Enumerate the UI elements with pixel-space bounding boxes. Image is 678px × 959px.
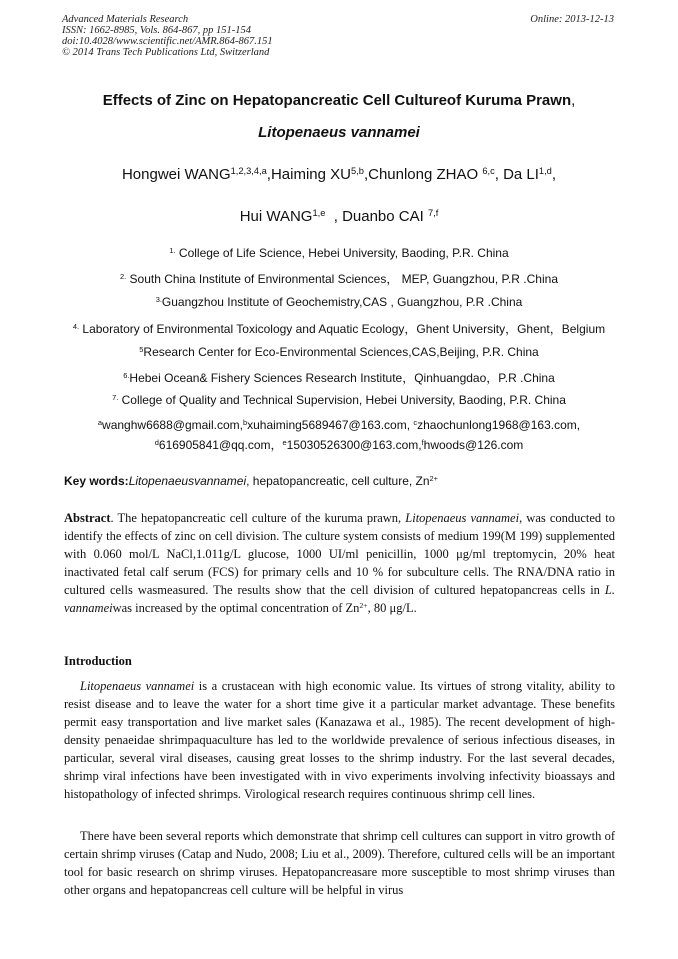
abstract-label: Abstract: [64, 511, 111, 525]
email-address[interactable]: wanghw6688@gmail.com,: [102, 418, 243, 432]
keyword-species: Litopenaeusvannamei: [128, 474, 247, 488]
running-header: [62, 14, 273, 58]
author-line-2: [0, 208, 678, 225]
journal-name: Advanced Materials Research: [62, 14, 189, 25]
affiliation: [0, 393, 678, 407]
author-sup: 6,c: [482, 165, 495, 176]
abstract: [64, 509, 615, 617]
affiliation-text: Guangzhou Institute of Geochemistry,CAS , Guangzhou, P.R .China: [161, 295, 523, 309]
abstract-species: Litopenaeus vannamei: [405, 511, 520, 525]
affiliation-text: College of Life Science, Hebei University, Baoding, P.R. China: [175, 246, 509, 260]
affiliation-text: Research Center for Eco-Environmental Sciences,CAS,Beijing, P.R. China: [143, 345, 539, 359]
keywords-text: , hepatopancreatic, cell culture, Zn: [246, 474, 430, 488]
online-date: Online: 2013-12-13: [530, 14, 614, 25]
keywords-label: Key words:: [64, 474, 129, 488]
author-sup: 1,2,3,4,a: [230, 165, 267, 176]
affiliation-sup: 3.: [155, 294, 162, 304]
email-sup: c: [413, 417, 418, 427]
paragraph: There have been several reports which demonstrate that shrimp cell cultures can support in vitro growth of certain shrimp viruses (Catap and Nudo, 2008; Liu et al., 2009). Therefore, cultured cells will be an important tool for basic research on shrimp viruses. Hepatopancreasare more susceptible to most shrimp viruses than other organs and hepatopancreas cell culture will be helpful in virus: [64, 829, 615, 897]
affiliation-sup: 6.: [123, 370, 130, 380]
author-name: ,Haiming XU: [266, 166, 351, 183]
abstract-text: , was conducted to identify the effects of zinc on cell division. The culture system consists of medium 199(M 199) supplemented with 0.060 mol/L NaCl,1.011g/L glucose, 1000 UI/ml penicillin, 1000 μg/ml treptomycin, 20% heat inactivated fetal calf serum (FCS) for primary cells and 10 % for subculture cells. The RNA/DNA ratio in cultured cells wasmeasured. The results show that the cell division of cultured hepatopancreas cells in: [64, 511, 615, 597]
title-line1: Effects of Zinc on Hepatopancreatic Cell Cultureof Kuruma Prawn: [102, 92, 572, 109]
author-name: Hui WANG: [239, 208, 313, 225]
affiliation-sup: 4.: [72, 321, 80, 331]
author-separator: ,: [551, 166, 557, 183]
abstract-species: L. vannamei: [64, 583, 615, 615]
email-line-2: [0, 436, 678, 453]
affiliation-text: Hebei Ocean& Fishery Sciences Research Institute，Qinhuangdao，P.R .China: [129, 371, 555, 385]
email-sup: a: [97, 417, 103, 427]
abstract-text: . The hepatopancreatic cell culture of the kuruma prawn,: [110, 511, 406, 525]
affiliation: [0, 270, 678, 287]
author-sup: 1,d: [538, 165, 552, 176]
author-name: Hongwei WANG: [121, 166, 231, 183]
paper-title-species: Litopenaeus vannamei: [258, 124, 420, 141]
author-sup: 7,f: [427, 207, 439, 218]
keywords-sup: 2+: [429, 473, 439, 483]
email-address[interactable]: 616905841@qq.com，: [158, 438, 283, 452]
email-sup: f: [421, 437, 424, 447]
paragraph: [64, 677, 615, 803]
affiliation-text: South China Institute of Environmental Sciences， MEP, Guangzhou, P.R .China: [126, 272, 558, 286]
abstract-text: was increased by the optimal concentration of Zn: [112, 601, 360, 615]
affiliation-sup: 1.: [169, 245, 176, 255]
doi-line: doi:10.4028/www.scientific.net/AMR.864-867.151: [62, 36, 273, 47]
keywords: [64, 474, 438, 488]
affiliation: [0, 320, 678, 337]
author-name: , Duanbo CAI: [325, 208, 428, 225]
affiliation: [0, 295, 678, 309]
author-name: ,Chunlong ZHAO: [363, 166, 483, 183]
affiliation-sup: 7.: [112, 392, 119, 402]
author-sup: 1,e: [312, 207, 326, 218]
copyright-line: © 2014 Trans Tech Publications Ltd, Switzerland: [62, 47, 270, 58]
affiliation-text: College of Quality and Technical Supervision, Hebei University, Baoding, P.R. China: [118, 393, 566, 407]
abstract-sup: 2+: [359, 600, 368, 610]
affiliation: [0, 345, 678, 359]
affiliation: [0, 369, 678, 386]
paper-title: [0, 92, 678, 109]
author-sup: 5,b: [351, 165, 364, 176]
email-sup: e: [282, 437, 287, 447]
author-name: , Da LI: [494, 166, 539, 183]
email-sup: d: [154, 437, 159, 447]
section-heading: Introduction: [64, 654, 132, 668]
issn-line: ISSN: 1662-8985, Vols. 864-867, pp 151-154: [62, 25, 251, 36]
email-address[interactable]: xuhaiming5689467@163.com,: [247, 418, 414, 432]
affiliation-sup: 2.: [119, 271, 127, 281]
author-line-1: [0, 166, 678, 183]
email-line-1: [0, 418, 678, 432]
email-address[interactable]: hwoods@126.com: [423, 438, 524, 452]
affiliation-sup: 5: [139, 344, 144, 354]
abstract-text: , 80 μg/L.: [367, 601, 417, 615]
email-sup: b: [242, 417, 248, 427]
email-address[interactable]: 15030526300@163.com,: [286, 438, 422, 452]
email-address[interactable]: zhaochunlong1968@163.com,: [417, 418, 581, 432]
affiliation-text: Laboratory of Environmental Toxicology and Aquatic Ecology，Ghent University，Ghent，Belgium: [79, 322, 606, 336]
title-comma: ,: [571, 92, 576, 109]
paragraph-species: Litopenaeus vannamei: [80, 679, 195, 693]
paragraph-text: is a crustacean with high economic value. Its virtues of strong vitality, ability to resist disease and to leave the water for a short time give it a particular market advantage. These benefits permit easy transportation and live market sales (Kanazawa et al., 1985). The recent development of high-density penaeidae shrimpaquaculture has led to the worldwide prevalence of serious infectious diseases, in particular, several viral diseases, causing great losses to the shrimp industry. For the last several decades, shrimp viral infections have been investigated with in vivo experiments involving infectivity bioassays and histopathology of infected shrimps. Virological research requires continuous shrimp cell lines.: [64, 679, 615, 801]
affiliation: [0, 246, 678, 260]
